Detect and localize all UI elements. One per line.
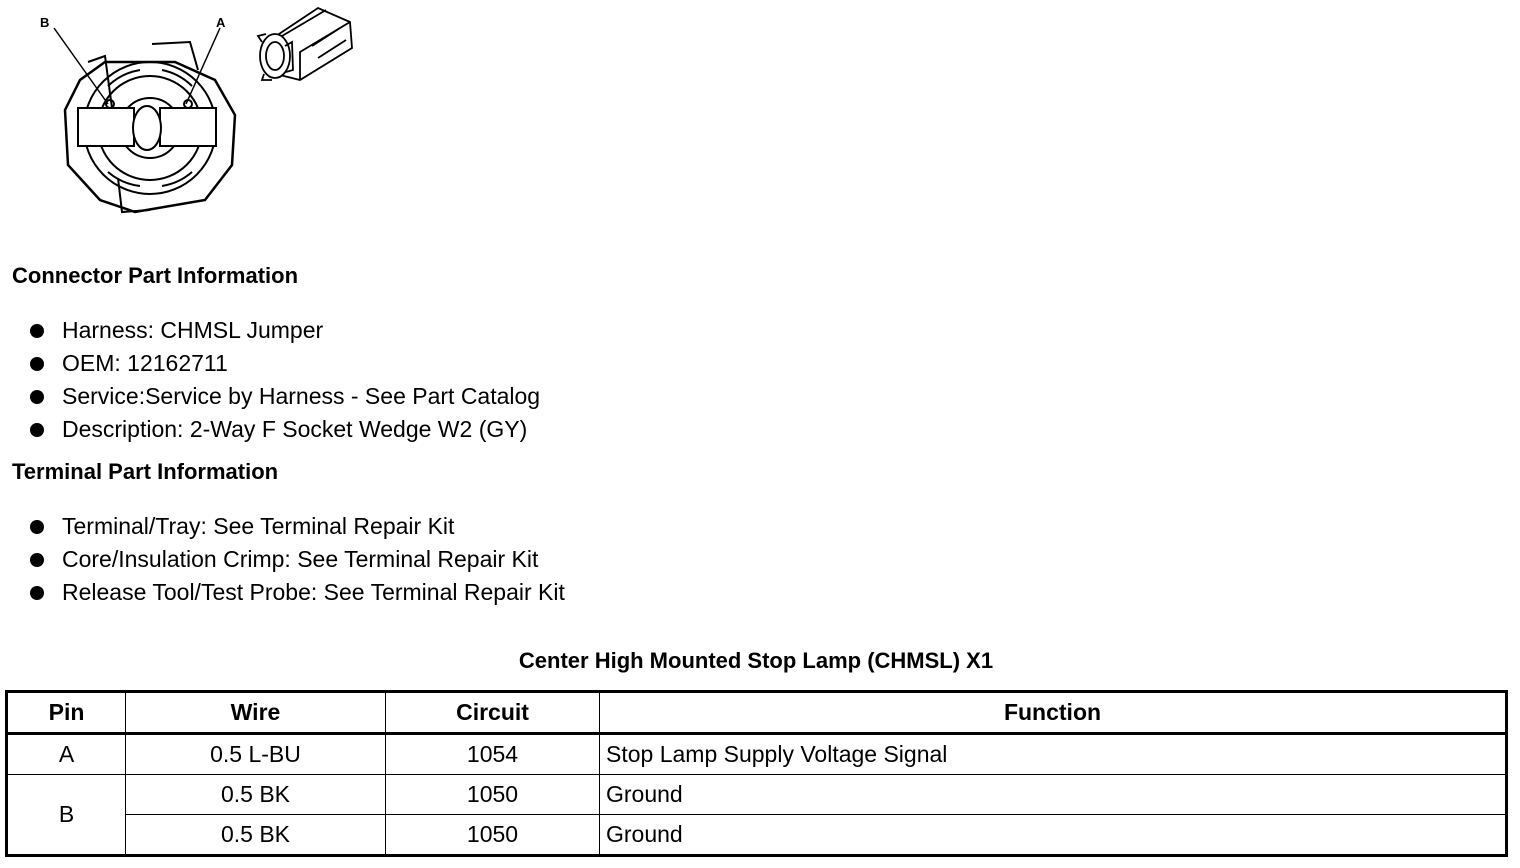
pin-table-title: Center High Mounted Stop Lamp (CHMSL) X1	[518, 648, 994, 673]
circuit-cell: 1050	[386, 775, 600, 815]
list-item	[30, 347, 540, 380]
table-row	[7, 815, 1507, 856]
connector-diagram	[0, 0, 380, 230]
terminal-info-list	[30, 510, 565, 609]
bullet-icon	[30, 357, 44, 371]
connector-info-heading: Connector Part Information	[12, 263, 299, 288]
harness-text: Harness: CHMSL Jumper	[62, 317, 324, 343]
list-item	[30, 576, 565, 609]
wire-cell: 0.5 BK	[126, 775, 386, 815]
wire-cell: 0.5 BK	[126, 815, 386, 856]
oem-text: OEM: 12162711	[62, 350, 228, 376]
terminal-info-heading: Terminal Part Information	[12, 459, 279, 484]
pin-callout-lines	[54, 28, 220, 104]
release-tool-text: Release Tool/Test Probe: See Terminal Repair Kit	[62, 579, 565, 605]
pin-cell: A	[7, 734, 126, 775]
bullet-icon	[30, 586, 44, 600]
wire-cell: 0.5 L-BU	[126, 734, 386, 775]
header-function: Function	[600, 692, 1507, 734]
table-row	[7, 775, 1507, 815]
list-item	[30, 543, 565, 576]
table-row	[7, 734, 1507, 775]
crimp-text: Core/Insulation Crimp: See Terminal Repair Kit	[62, 546, 539, 572]
bullet-icon	[30, 390, 44, 404]
header-wire: Wire	[126, 692, 386, 734]
service-text: Service:Service by Harness - See Part Catalog	[62, 383, 541, 409]
table-header-row	[7, 692, 1507, 734]
pin-label-b: B	[40, 15, 50, 30]
bullet-icon	[30, 553, 44, 567]
function-cell: Stop Lamp Supply Voltage Signal	[600, 734, 1507, 775]
header-circuit: Circuit	[386, 692, 600, 734]
pin-label-a: A	[216, 15, 226, 30]
description-text: Description: 2-Way F Socket Wedge W2 (GY)	[62, 416, 528, 442]
bullet-icon	[30, 520, 44, 534]
connector-face-view	[65, 42, 235, 212]
pin-table	[5, 690, 1508, 857]
header-pin: Pin	[7, 692, 126, 734]
function-cell: Ground	[600, 815, 1507, 856]
circuit-cell: 1054	[386, 734, 600, 775]
pin-cell: B	[7, 775, 126, 856]
function-cell: Ground	[600, 775, 1507, 815]
bullet-icon	[30, 423, 44, 437]
terminal-tray-text: Terminal/Tray: See Terminal Repair Kit	[62, 513, 455, 539]
connector-3d-view	[258, 8, 352, 80]
list-item	[30, 314, 540, 347]
list-item	[30, 510, 565, 543]
connector-info-list	[30, 314, 540, 446]
list-item	[30, 413, 540, 446]
bullet-icon	[30, 324, 44, 338]
list-item	[30, 380, 540, 413]
circuit-cell: 1050	[386, 815, 600, 856]
